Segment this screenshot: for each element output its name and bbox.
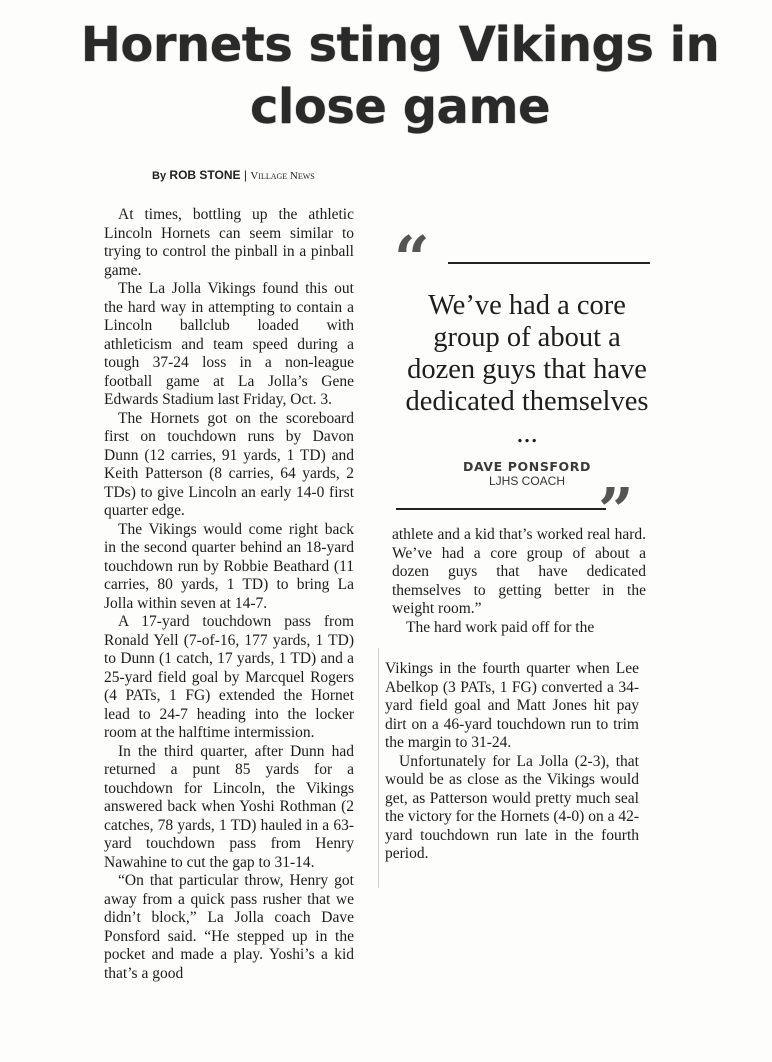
paragraph: The Vikings would come right back in the second quarter behind an 18-yard touchdown run by Robbie Beathard (11 carries, 80 yards, 1 TD) to bring La Jolla within seven at 14-7. — [104, 520, 354, 612]
pullquote-text: We’ve had a core group of about a dozen guys that have dedicated themselves ... — [405, 290, 649, 449]
byline-author: ROB STONE — [169, 168, 241, 182]
byline-by: By — [152, 170, 167, 182]
paragraph: The Hornets got on the scoreboard first on touchdown runs by Davon Dunn (12 carries, 91 yards, 1 TD) and Keith Patterson (8 carries, 64 yards, 2 TDs) to give Lincoln an early 14-0 first quarter edge. — [104, 409, 354, 519]
pullquote-bottom-rule — [396, 508, 606, 510]
paragraph: Vikings in the fourth quarter when Lee Abelkop (3 PATs, 1 FG) converted a 34-yard field goal and Matt Jones hit pay dirt on a 46-yard touchdown run to trim the margin to 31-24. — [385, 660, 639, 751]
close-quote-mark: ” — [598, 474, 634, 547]
pullquote-attribution-title: LJHS COACH — [488, 474, 565, 488]
open-quote-mark: “ — [394, 222, 430, 295]
paragraph: In the third quarter, after Dunn had returned a punt 85 yards for a touchdown for Lincoln, the Vikings answered back when Yoshi Rothman (2 catches, 78 yards, 1 TD) hauled in a 63-yard touchdown pass from Henry Nawahine to cut the gap to 31-14. — [104, 742, 354, 871]
paragraph: Unfortunately for La Jolla (2-3), that would be as close as the Vikings would get, as Patterson would pretty much seal the victory for the Hornets (4-0) on a 42-yard touchdown run late in the fourth period. — [385, 752, 639, 862]
paragraph: The hard work paid off for the — [406, 618, 595, 636]
paragraph: A 17-yard touchdown pass from Ronald Yell (7-of-16, 177 yards, 1 TD) to Dunn (1 catch, 17 yards, 1 TD) and a 25-yard field goal by Marcquel Rogers (4 PATs, 1 FG) extended the Hornet lead to 24-7 heading into the locker room at the halftime intermission. — [104, 613, 354, 741]
paragraph: The La Jolla Vikings found this out the hard way in attempting to contain a Lincoln ballclub loaded with athleticism and team speed during a tough 37-24 loss in a non-league football game at La Jolla’s Gene Edwards Stadium last Friday, Oct. 3. — [104, 280, 354, 408]
headline: Hornets sting Vikings in close game — [80, 17, 720, 135]
column-divider — [378, 648, 379, 888]
article-column-1 — [104, 206, 354, 983]
byline — [152, 168, 315, 182]
paragraph: At times, bottling up the athletic Lincoln Hornets can seem similar to trying to control the pinball in a pinball game. — [104, 206, 354, 279]
article-column-2-top — [392, 526, 646, 637]
paragraph: athlete and a kid that’s worked real hard. We’ve had a core group of about a dozen guys that have dedicated themselves to getting better in the weight room.” — [392, 526, 646, 617]
pullquote-top-rule — [448, 262, 650, 264]
article-column-2-bottom — [385, 660, 639, 864]
byline-separator: | — [243, 168, 247, 182]
byline-publication: Village News — [250, 170, 315, 182]
pullquote-attribution-name: DAVE PONSFORD — [463, 459, 591, 474]
paragraph: “On that particular throw, Henry got away from a quick pass rusher that we didn’t block,” La Jolla coach Dave Ponsford said. “He stepped up in the pocket and made a play. Yoshi’s a kid that’s a good — [104, 872, 354, 982]
